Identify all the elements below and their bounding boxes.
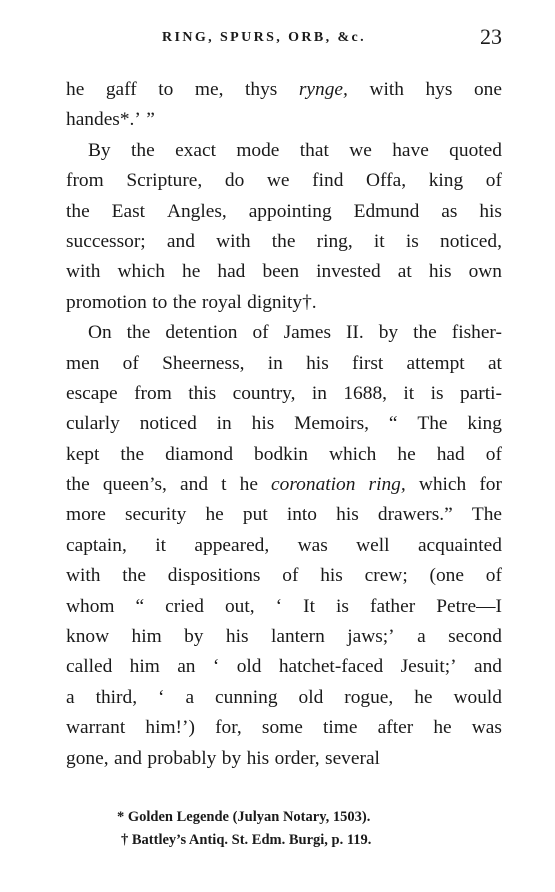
text-line <box>66 440 502 470</box>
word: at <box>397 261 412 283</box>
text-line <box>66 257 502 287</box>
word: old <box>236 656 262 678</box>
text-line <box>66 349 502 379</box>
word: captain, <box>66 534 127 556</box>
word: bodkin <box>254 443 308 465</box>
paragraph <box>66 136 502 318</box>
word: Angles, <box>166 200 227 222</box>
word: royal <box>201 291 242 313</box>
word: cularly <box>66 413 120 435</box>
word: East <box>111 200 146 222</box>
word: The <box>471 504 502 526</box>
word: order, <box>274 747 320 769</box>
word: from <box>134 382 172 404</box>
word: we <box>349 139 372 161</box>
word: called <box>66 656 113 678</box>
word: with <box>369 79 404 100</box>
word: exact <box>175 139 216 161</box>
text-line <box>66 288 502 318</box>
word: a <box>417 626 426 648</box>
word: Petre—I <box>436 595 502 617</box>
text-line <box>66 136 502 166</box>
text-line <box>66 166 502 196</box>
word: him <box>129 656 160 678</box>
word: with <box>66 565 101 587</box>
text-line <box>66 227 502 257</box>
text-line <box>66 105 502 135</box>
word: escape <box>66 382 118 404</box>
word: Offa, <box>366 170 407 192</box>
word: ‘ <box>275 595 283 617</box>
word: of <box>485 443 502 465</box>
word: queen’s, <box>102 474 167 496</box>
text-line <box>66 318 502 348</box>
footnote: * Golden Legende (Julyan Notary, 1503). <box>117 809 371 825</box>
word: his <box>246 747 270 769</box>
word: an <box>177 656 196 678</box>
word: king <box>428 170 464 192</box>
word: own <box>468 261 502 283</box>
word: king <box>467 413 502 435</box>
word: quoted <box>449 139 502 161</box>
word: Edmund <box>353 200 420 222</box>
word: ” <box>146 109 155 131</box>
word: was <box>297 534 328 556</box>
word: he <box>433 717 452 739</box>
word: after <box>377 717 414 739</box>
word: which <box>418 474 467 496</box>
word: It <box>303 595 315 617</box>
word: with <box>216 230 251 252</box>
word: for <box>479 474 502 496</box>
text-line <box>66 744 502 774</box>
footnotes <box>0 806 555 852</box>
word: to <box>158 79 174 100</box>
text-line <box>66 409 502 439</box>
paragraph <box>66 318 502 774</box>
word: On <box>88 322 112 344</box>
word: from <box>66 170 104 192</box>
word: and <box>180 474 209 496</box>
word: hys <box>425 79 453 100</box>
word: that <box>299 139 329 161</box>
text-line <box>66 713 502 743</box>
word: which <box>328 443 377 465</box>
word: The <box>417 413 448 435</box>
text-line <box>66 470 502 500</box>
word: of <box>122 352 139 374</box>
word: II. <box>345 322 364 344</box>
word: ‘ <box>158 686 165 708</box>
word: his <box>428 261 452 283</box>
paragraph <box>66 75 502 136</box>
text-line <box>66 561 502 591</box>
word: he <box>182 261 201 283</box>
word: crew; <box>364 565 408 587</box>
text-line <box>66 500 502 530</box>
word: he <box>239 474 258 496</box>
text-line <box>66 683 502 713</box>
word: “ <box>388 413 398 435</box>
word: one <box>473 79 502 100</box>
word: 1688, <box>343 382 387 404</box>
word: a <box>185 686 195 708</box>
word: By <box>88 139 111 161</box>
word: appeared, <box>194 534 270 556</box>
word: by <box>184 626 204 648</box>
word: is <box>405 230 419 252</box>
word: (one <box>429 565 464 587</box>
word: had <box>436 443 465 465</box>
word: of <box>282 565 299 587</box>
word: put <box>242 504 268 526</box>
word: father <box>369 595 416 617</box>
text-line <box>66 197 502 227</box>
word: find <box>312 170 344 192</box>
word: he <box>66 79 85 100</box>
word: into <box>286 504 317 526</box>
word: the <box>120 443 145 465</box>
word: acquainted <box>417 534 502 556</box>
word: promotion <box>66 291 147 313</box>
word: in <box>267 352 283 374</box>
text-line <box>66 622 502 652</box>
word: it <box>373 230 385 252</box>
word: his <box>225 626 249 648</box>
word: time <box>323 717 358 739</box>
page-number: 23 <box>480 24 502 49</box>
word: appointing <box>248 200 332 222</box>
word: we <box>266 170 290 192</box>
word: hatchet-faced <box>278 656 384 678</box>
word: him!’) <box>145 717 195 739</box>
word: Memoirs, <box>294 413 370 435</box>
word: his <box>320 565 343 587</box>
word: cried <box>165 595 204 617</box>
word: cunning <box>215 686 278 708</box>
word: gaff <box>105 79 137 100</box>
word: old <box>298 686 324 708</box>
word: had <box>217 261 246 283</box>
word: his <box>251 413 275 435</box>
word: thys <box>245 79 278 100</box>
text-line <box>66 75 502 105</box>
footnote: † Battley’s Antiq. St. Edm. Burgi, p. 119. <box>121 832 372 848</box>
word: jaws;’ <box>347 626 395 648</box>
word: several <box>325 747 380 769</box>
word: Sheerness, <box>162 352 245 374</box>
text-line <box>66 379 502 409</box>
word: country, <box>232 382 296 404</box>
word: successor; <box>66 230 146 252</box>
word: would <box>453 686 502 708</box>
word: security <box>124 504 187 526</box>
word: have <box>392 139 429 161</box>
word: of <box>252 322 269 344</box>
word: and <box>113 747 142 769</box>
text-line <box>66 531 502 561</box>
word: he <box>205 504 224 526</box>
text-line <box>66 652 502 682</box>
word: with <box>66 261 101 283</box>
word: in <box>311 382 327 404</box>
word: rogue, <box>344 686 394 708</box>
word: and <box>473 656 502 678</box>
word: probably <box>147 747 217 769</box>
word: the <box>122 565 146 587</box>
word: coronation <box>271 474 356 496</box>
word: kept <box>66 443 100 465</box>
word: do <box>224 170 245 192</box>
word: the <box>172 291 197 313</box>
word: by <box>221 747 242 769</box>
word: noticed <box>139 413 197 435</box>
word: he <box>414 686 433 708</box>
word: James <box>283 322 331 344</box>
word: in <box>216 413 232 435</box>
word: drawers.” <box>377 504 453 526</box>
word: Scripture, <box>126 170 203 192</box>
word: the <box>413 322 437 344</box>
word: ring, <box>368 474 406 496</box>
word: Jesuit;’ <box>400 656 457 678</box>
word: which <box>117 261 165 283</box>
word: lantern <box>270 626 325 648</box>
body-text <box>66 75 502 774</box>
word: t <box>221 474 227 496</box>
running-head: RING, SPURS, ORB, &c. <box>162 30 367 45</box>
word: the <box>126 322 151 344</box>
word: rynge, <box>298 79 348 100</box>
word: mode <box>236 139 280 161</box>
word: by <box>378 322 399 344</box>
word: gone, <box>66 747 109 769</box>
word: fisher- <box>451 322 502 344</box>
word: his <box>306 352 329 374</box>
word: the <box>131 139 155 161</box>
word: well <box>356 534 390 556</box>
word: a <box>66 686 75 708</box>
word: men <box>66 352 100 374</box>
word: at <box>487 352 502 374</box>
word: me, <box>194 79 224 100</box>
word: is <box>336 595 349 617</box>
word: know <box>66 626 110 648</box>
word: invested <box>316 261 381 283</box>
word: his <box>479 200 502 222</box>
word: more <box>66 504 106 526</box>
word: third, <box>95 686 138 708</box>
word: to <box>152 291 168 313</box>
word: out, <box>224 595 255 617</box>
text-line <box>66 592 502 622</box>
word: “ <box>135 595 145 617</box>
word: detention <box>165 322 238 344</box>
word: the <box>271 230 296 252</box>
word: attempt <box>406 352 465 374</box>
word: diamond <box>165 443 234 465</box>
word: of <box>485 565 502 587</box>
word: and <box>166 230 195 252</box>
word: whom <box>66 595 115 617</box>
word: the <box>66 474 90 496</box>
word: first <box>352 352 384 374</box>
word: dignity†. <box>247 291 317 313</box>
word: been <box>262 261 300 283</box>
word: for, <box>215 717 242 739</box>
word: it <box>403 382 415 404</box>
word: this <box>188 382 217 404</box>
word: some <box>261 717 303 739</box>
word: of <box>485 170 502 192</box>
word: warrant <box>66 717 126 739</box>
word: handes*.’ <box>66 109 141 131</box>
word: as <box>441 200 458 222</box>
word: was <box>471 717 502 739</box>
word: the <box>66 200 90 222</box>
word: parti- <box>459 382 502 404</box>
word: ring, <box>316 230 353 252</box>
page-header <box>66 22 502 52</box>
word: is <box>430 382 444 404</box>
word: second <box>448 626 502 648</box>
word: him <box>131 626 162 648</box>
word: he <box>397 443 416 465</box>
word: ‘ <box>212 656 220 678</box>
word: his <box>336 504 359 526</box>
word: it <box>155 534 167 556</box>
word: noticed, <box>440 230 502 252</box>
word: dispositions <box>167 565 261 587</box>
